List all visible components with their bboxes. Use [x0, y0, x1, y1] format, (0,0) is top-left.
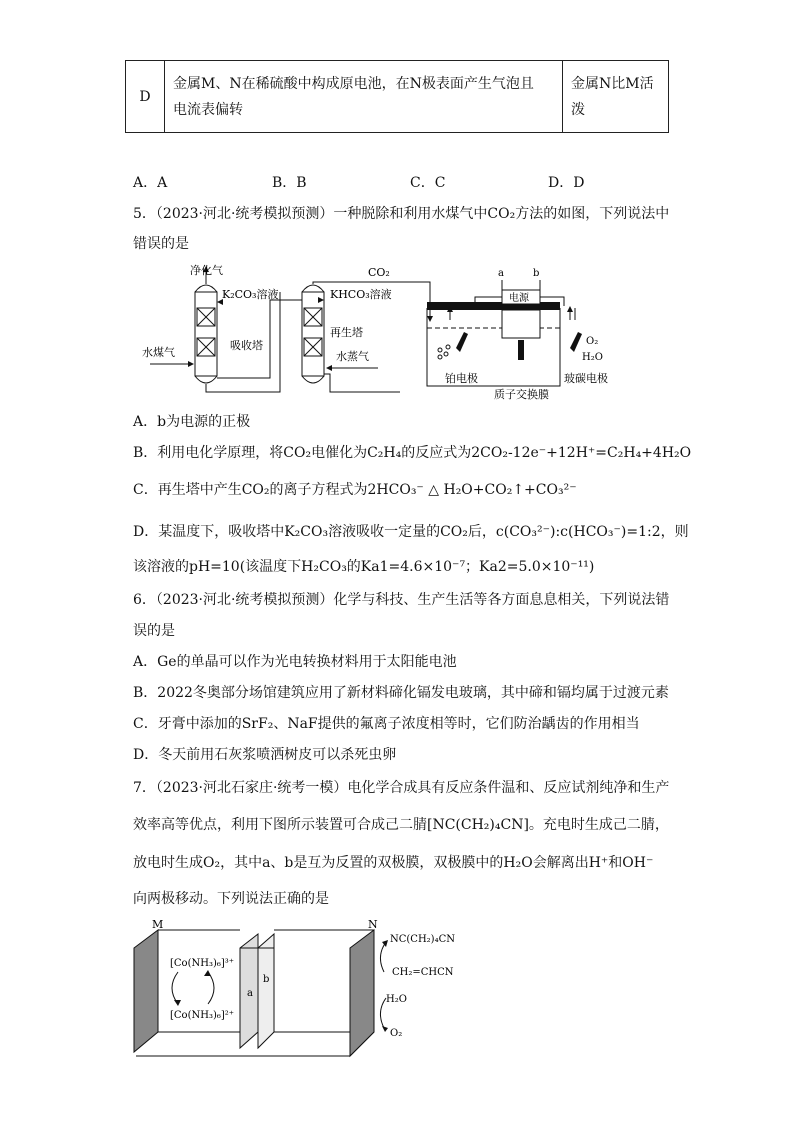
- description-line-1: 金属M、N在稀硫酸中构成原电池，在N极表面产生气泡且: [173, 75, 534, 92]
- q4-choice-d: D．D: [548, 175, 585, 191]
- absorber-label: 吸收塔: [230, 339, 263, 352]
- answer-table: [125, 60, 669, 133]
- acrylonitrile-label: CH₂=CHCN: [392, 967, 454, 978]
- regenerator-label: 再生塔: [330, 326, 363, 339]
- description-cell: [165, 61, 563, 133]
- q5-option-c: C．再生塔中产生CO₂的离子方程式为2HCO₃⁻ △ H₂O+CO₂↑+CO₃²⁻: [133, 482, 577, 498]
- q5-stem-line-2: 错误的是: [133, 236, 189, 252]
- q6-stem-line-1: 6．（2023·河北·统考模拟预测）化学与科技、生产生活等各方面息息相关，下列说法错: [133, 592, 670, 608]
- co-nh3-3plus-label: [Co(NH₃)₆]³⁺: [170, 958, 235, 969]
- glassy-carbon-label: 玻碳电极: [564, 372, 608, 385]
- conclusion-cell: 金属N比M活泼: [563, 61, 669, 133]
- table-row: [126, 61, 669, 133]
- khco3-label: KHCO₃溶液: [330, 288, 392, 301]
- membrane-b-label: b: [263, 974, 270, 985]
- q6-stem-line-2: 误的是: [133, 623, 175, 639]
- o2-label: O₂: [390, 1028, 403, 1039]
- cycle-arrowheads: [174, 970, 211, 1006]
- membrane-label: 质子交换膜: [494, 388, 549, 401]
- water-gas-label: 水煤气: [142, 346, 175, 359]
- electrolysis-cell: [427, 280, 582, 386]
- q7-stem-line-2: 效率高等优点，利用下图所示装置可合成己二腈[NC(CH₂)₄CN]。充电时生成己二腈，: [133, 817, 669, 833]
- terminal-b-label: b: [533, 268, 540, 279]
- q7-stem-line-3: 放电时生成O₂，其中a、b是互为反置的双极膜，双极膜中的H₂O会解离出H⁺和OH⁻: [133, 855, 654, 871]
- q6-option-a: A．Ge的单晶可以作为光电转换材料用于太阳能电池: [133, 654, 457, 670]
- n-side-arrowheads: [382, 940, 388, 1032]
- glassy-carbon-plate: [570, 332, 582, 352]
- bipolar-membranes: [240, 934, 274, 1048]
- q5-option-d-line-2: 该溶液的pH=10(该温度下H₂CO₃的Ka1=4.6×10⁻⁷；Ka2=5.0×10⁻¹¹): [133, 559, 595, 575]
- pt-electrode-label: 铂电极: [445, 372, 478, 385]
- pt-electrode-plate: [456, 332, 468, 352]
- q5-co2-capture-diagram: [130, 262, 630, 402]
- o2-label: O₂: [586, 336, 599, 347]
- description-line-2: 电流表偏转: [173, 101, 243, 118]
- q4-choice-b: B．B: [272, 175, 307, 191]
- electrode-n-label: N: [368, 920, 378, 931]
- terminal-a-label: a: [498, 268, 504, 279]
- q4-choice-a: A．A: [133, 175, 168, 191]
- q7-stem-line-1: 7．（2023·河北石家庄·统考一模）电化学合成具有反应条件温和、反应试剂纯净和生产: [133, 780, 670, 796]
- h2o-label: H₂O: [386, 994, 407, 1005]
- electrode-n: [350, 930, 374, 1056]
- q5-option-d-line-1: D．某温度下，吸收塔中K₂CO₃溶液吸收一定量的CO₂后，c(CO₃²⁻):c(HCO₃⁻)=1:2，则: [133, 524, 689, 540]
- co2-label: CO₂: [368, 266, 390, 279]
- electrode-m-label: M: [152, 920, 164, 931]
- q4-choice-c: C．C: [410, 175, 446, 191]
- q5-stem-line-1: 5．（2023·河北·统考模拟预测）一种脱除和利用水煤气中CO₂方法的如图，下列说法中: [133, 206, 670, 222]
- cobalt-cycle-arrows: [172, 972, 214, 1004]
- option-letter-cell: D: [126, 61, 165, 133]
- q7-stem-line-4: 向两极移动。下列说法正确的是: [133, 891, 329, 907]
- absorber-tower: [195, 285, 217, 383]
- q6-option-c: C．牙膏中添加的SrF₂、NaF提供的氟离子浓度相等时，它们防治龋齿的作用相当: [133, 716, 640, 732]
- n-side-arrows: [380, 942, 386, 1028]
- purified-gas-label: 净化气: [190, 264, 223, 277]
- h2o-label: H₂O: [582, 352, 603, 363]
- membrane-a-label: a: [247, 988, 253, 999]
- cell-outline: [136, 1032, 374, 1056]
- q6-option-b: B．2022冬奥部分场馆建筑应用了新材料碲化镉发电玻璃，其中碲和镉均属于过渡元素: [133, 685, 669, 701]
- q5-option-b: B．利用电化学原理，将CO₂电催化为C₂H₄的反应式为2CO₂-12e⁻+12H⁺=C₂H₄+4H₂O: [133, 445, 692, 461]
- q6-option-d: D．冬天前用石灰浆喷洒树皮可以杀死虫卵: [133, 747, 397, 763]
- adiponitrile-label: NC(CH₂)₄CN: [390, 934, 455, 945]
- q5-option-a: A．b为电源的正极: [133, 414, 251, 430]
- q7-electrosynthesis-diagram: [130, 920, 510, 1060]
- proton-exchange-membrane: [518, 340, 524, 360]
- power-source-label: 电源: [509, 293, 529, 304]
- electrode-m: [134, 930, 158, 1052]
- co-nh3-2plus-label: [Co(NH₃)₆]²⁺: [170, 1010, 235, 1021]
- k2co3-label: K₂CO₃溶液: [222, 288, 279, 301]
- steam-label: 水蒸气: [336, 350, 369, 363]
